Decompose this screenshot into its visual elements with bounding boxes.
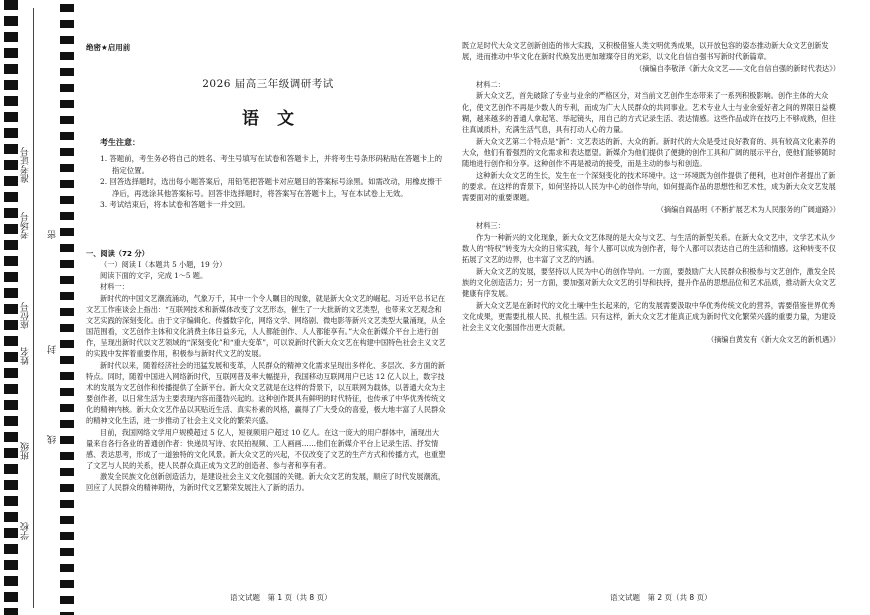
paragraph: 作为一种新兴的文化现象，新大众文艺体现的是大众与文艺、与生活的新型关系。在新大众文艺中，文学艺术从少数人的“特权”转变为大众的日常实践，每个人都可以成为创作者，每个人都可以表达自己的生活和情感。这种转变不仅拓展了文艺的边界，也丰富了文艺的内涵。 <box>462 232 836 265</box>
seal-mark-feng: 封 <box>48 345 58 354</box>
paragraph: 激发全民族文化创新创造活力，是建设社会主义文化强国的关键。新大众文艺的发展，顺应了时代发展潮流，回应了人民群众的精神期待，为新时代文艺繁荣发展注入了新的活力。 <box>86 472 446 493</box>
seal-mark-mi: 密 <box>48 230 58 239</box>
note-item: 1. 答题前，考生务必将自己的姓名、考生号填写在试卷和答题卡上，并将考生号条形码粘贴在答题卡上的指定位置。 <box>100 154 442 175</box>
label-seat-number: 座位号 <box>21 302 31 329</box>
material-heading: 材料二： <box>476 80 505 90</box>
page-footer: 语文试题 第 1 页（共 8 页） <box>230 593 332 602</box>
paragraph: 新时代的中国文艺潮流涌动，气象万千，其中一个令人瞩目的现象，就是新大众文艺的崛起。习近平总书记在文艺工作座谈会上指出：“互联网技术和新媒体改变了文艺形态，催生了一大批新的文艺类型，也带来文艺观念和文艺实践的深刻变化。由于文字编辑化、传播数字化，网络文学、网络剧、微电影等新兴文艺类型大量涌现，从全国范围看，文艺创作主体和文化消费主体日益多元，人人都能创作、人人都能享有。”大众在新媒介平台上进行创作，呈现出新时代以文艺领域的“深刻变化”和“重大变革”，可以说新时代新大众文艺在构建中国特色社会主义文艺的实践中发挥着重要作用，积极参与新时代文艺的发展。 <box>86 293 446 359</box>
seal-mark-xian: 线 <box>48 435 58 444</box>
paragraph: 新大众文艺，首先破除了专业与业余的严格区分，对当前文艺创作生态带来了一系列积极影响。创作主体的大众化，使文艺创作不再是少数人的专利，而成为广大人民群众的共同事业。艺术专业人士与业余爱好者之间的界限日益模糊，越来越多的普通人拿起笔、举起镜头，用自己的方式记录生活、表达情感。这些作品或许在技巧上不够成熟，但往往真诚质朴，充满生活气息，具有打动人心的力量。 <box>462 91 836 135</box>
exam-title: 2026 届高三年级调研考试 <box>202 78 334 90</box>
paragraph: 新大众文艺的发展，要坚持以人民为中心的创作导向。一方面，要鼓励广大人民群众积极参与文艺创作，激发全民族的文化创造活力；另一方面，要加强对新大众文艺的引导和扶持，提升作品的思想品位和艺术品质，推动新大众文艺健康有序发展。 <box>462 266 836 299</box>
label-school: 学校 <box>21 522 31 540</box>
binding-stripes-inner <box>60 0 74 615</box>
page1-body <box>86 248 446 493</box>
notes-list <box>100 153 446 211</box>
binding-margin <box>0 0 78 615</box>
binding-stripes-outer <box>4 0 18 615</box>
paragraph-continued: 既立足时代大众文艺创新创造的伟大实践，又积极借鉴人类文明优秀成果，以开放包容的姿态推动新大众文艺创新发展，进而推动中华文化在新时代焕发出更加璀璨夺目的光彩，以文化自信自强书写新时代新篇章。 <box>462 41 829 62</box>
paragraph: 这种新大众文艺的生长，发生在一个深刻变化的技术环境中。这一环境既为创作提供了便利，也对创作者提出了新的要求。在这样的背景下，如何坚持以人民为中心的创作导向，如何提高作品的思想性和艺术性，成为新大众文艺发展需要面对的重要课题。 <box>462 170 836 203</box>
notes-heading: 考生注意： <box>100 138 140 147</box>
paragraph: 新大众文艺是在新时代的文化土壤中生长起来的，它的发展需要汲取中华优秀传统文化的营养，需要借鉴世界优秀文化成果，更需要扎根人民、扎根生活。只有这样，新大众文艺才能真正成为新时代文化繁荣兴盛的重要力量，为建设社会主义文化强国作出更大贡献。 <box>462 300 836 333</box>
secret-label: 绝密★启用前 <box>86 43 131 52</box>
label-exam-number: 准考证号 <box>21 147 31 183</box>
material-heading: 材料一： <box>100 282 129 292</box>
reading-instruction: 阅读下面的文字，完成 1～5 题。 <box>100 271 208 281</box>
page2-body <box>462 40 840 345</box>
label-class: 班级 <box>21 442 31 460</box>
section-heading: 一、阅读（72 分） <box>86 249 149 258</box>
source-citation: （摘编自李敬泽《新大众文艺——文化自信自强的新时代表达》） <box>635 63 840 73</box>
subsection-heading: （一）阅读 I（本题共 5 小题，19 分） <box>100 260 227 270</box>
paragraph: 新时代以来，随着经济社会的迅猛发展和变革，人民群众的精神文化需求呈现出多样化、多层次、多方面的新特点。同时，随着中国进入网络新时代，互联网普及率大幅提升，我国移动互联网用户已达 12 亿人以上，数字技术的发展为文艺创作和传播提供了全新平台。新大众文艺就是在这样的背景下，以互联网为载体，以普通大众为主要创作者，以日常生活为主要表现内容而蓬勃兴起的。这种创作既具有鲜明的时代特征，也传承了中华优秀传统文化的精神内核。新大众文艺作品以其贴近生活、真实朴素的风格，赢得了广大受众的喜爱，极大地丰富了人民群众的精神文化生活，进一步推动了社会主义文化的繁荣兴盛。 <box>86 360 446 426</box>
subject-title: 语文 <box>242 109 312 129</box>
material-heading: 材料三： <box>476 221 505 231</box>
note-item: 2. 回答选择题时，选出每小题答案后，用铅笔把答题卡对应题目的答案标号涂黑。如需改动，用橡皮擦干净后，再选涂其他答案标号。回答非选择题时，将答案写在答题卡上，写在本试卷上无效。 <box>100 177 442 198</box>
paragraph: 目前，我国网络文学用户规模超过 5 亿人，短视频用户超过 10 亿人。在这一庞大的用户群体中，涌现出大量来自各行各业的普通创作者：快递员写诗、农民拍视频、工人画画……他们在新媒介平台上记录生活、抒发情感、表达思考，形成了一道独特的文化风景。新大众文艺的兴起，不仅改变了文艺的生产方式和传播方式，也重塑了文艺与人民的关系，使人民群众真正成为文艺的创造者、参与者和享有者。 <box>86 427 446 470</box>
label-room-number: 考场号 <box>21 212 31 239</box>
page-footer: 语文试题 第 2 页（共 8 页） <box>610 593 712 602</box>
paragraph: 新大众文艺第二个特点是“新”：文艺表达的新、大众的新。新时代的大众是受过良好教育的、具有较高文化素养的大众，他们有着强烈的文化需求和表达愿望。新媒介为他们提供了便捷的创作工具和广阔的展示平台，使他们能够随时随地进行创作和分享。这种创作不再是被动的接受，而是主动的参与和创造。 <box>462 136 836 169</box>
note-item: 3. 考试结束后，将本试卷和答题卡一并交回。 <box>100 200 250 210</box>
source-citation: （摘编自黄发有《新大众文艺的新机遇》） <box>707 334 840 344</box>
binding-line <box>33 8 34 608</box>
label-name: 姓名 <box>21 347 31 365</box>
source-citation: （摘编自阎晶明《不断扩展艺术为人民服务的广阔道路》） <box>656 204 840 214</box>
